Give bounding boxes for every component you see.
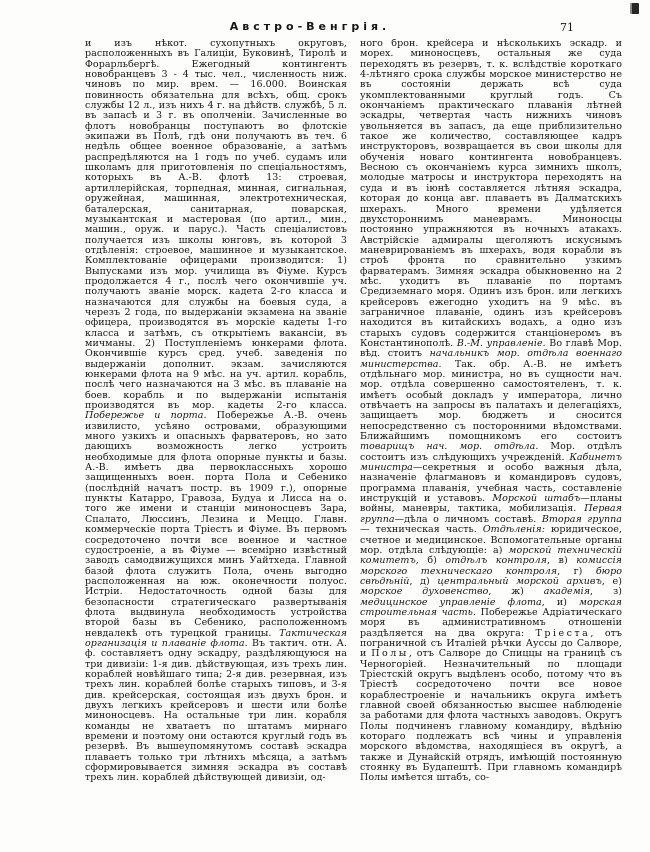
text-run: ного брон. крейсера и нѣсколькихъ эскадр. и морех. миноносцевъ, остальныя же суда переходятъ въ резервъ, т. к. вслѣдствіе короткаго 4-лѣтняго срока службы морское министерство не въ состояніи держать всѣ суда укомплектованными круглый годъ. Съ окончаніемъ практическаго плаванія лѣтней эскадры, четвертая часть нижнихъ чиновъ увольняется въ запасъ, да еще приблизительно такое же количество, составляющее кадръ инструкторовъ, возвращается въ свои школы для обученія новаго контингента новобранцевъ. Весною съ окончаніемъ курса зимнихъ школъ, молодые матросы и инструктора переходятъ на суда и въ іюнѣ составляется лѣтняя эскадра, которая до конца авг. плаваетъ въ Далматскихъ шхерахъ. Много времени удѣляется двухстороннимъ маневрамъ. Миноносцы постоянно упражняются въ ночныхъ атакахъ. Австрійскіе адмиралы щеголяютъ искуснымъ маневрированіемъ въ шхерахъ, водя корабли въ строѣ фронта по сравнительно узкимъ фарватерамъ. Зимняя эскадра обыкновенно на 2 мѣс. уходитъ въ плаваніе по портамъ Средиземнаго моря. Одинъ изъ брон. или легкихъ крейсеровъ ежегодно уходитъ на 9 мѣс. въ заграничное плаваніе, одинъ изъ крейсеровъ находится въ китайскихъ водахъ, а одно изъ старыхъ судовъ содержится станціонеромъ въ Константинополѣ. <box>360 39 622 349</box>
italic-text-run: В.-М. управленіе. <box>456 337 546 349</box>
italic-text-run: морская строительная часть <box>360 596 622 618</box>
italic-text-run: начальникъ мор. отдѣла военнаго министерства. <box>360 348 622 370</box>
text-run: Побережье А.-В. очень извилисто, усѣяно островами, образующими много узкихъ и опасныхъ фарватеровъ, но зато дающихъ возможность легко устроить необходимые для флота опорные пункты и базы. А.-В. имѣетъ два первоклассныхъ хорошо защищенныхъ воен. порта Пола и Себенико (послѣдній начатъ постр. въ 1909 г.), опорные пункты Катарро, Гравоза, Будуа и Лисса на о. того же имени и станціи миноносцевъ Зара, Спалато, Люссинъ, Лезина и Меццо. Главн. коммерческіе порта Тріестъ и Фіуме. Въ первомъ сосредоточено почти все военное и частное судостроеніе, а въ Фіуме — всемірно извѣстный заводъ самодвижущихся минъ Уайтхеда. Главной базой флота служитъ Пола, очень выгодно расположенная на юж. оконечности полуос. Истріи. Недостаточность одной базы для безопасности стратегическаго развертыванія флота выдвинула необходимость устройства второй базы въ Себенико, расположенномъ невдалекѣ отъ турецкой границы. <box>85 410 347 639</box>
text-run: Мор. отдѣлъ состоитъ изъ слѣдующихъ учрежденій. <box>360 441 622 463</box>
italic-text-run: Вторая группа <box>541 513 622 525</box>
text-run: и изъ нѣкот. сухопутныхъ округовъ, расположенныхъ въ Галиціи, Буковинѣ, Тиролѣ и Форарльбергѣ. Ежегодный контингентъ новобранцевъ 3 - 4 тыс. чел., численность ниж. чиновъ по мир. врем. — 16.000. Воинская повинность обязательна для всѣхъ, общ. срокъ службы 12 л., изъ нихъ 4 г. на дѣйств. службѣ, 5 л. въ запасѣ и 3 г. въ ополченіи. Зачисленные во флотъ новобранцы поступаютъ во флотскіе экипажи въ Полѣ, гдѣ они получаютъ въ теч. 6 недѣль общее военное образованіе, а затѣмъ распредѣляются на 1 годъ по учеб. судамъ или школамъ для приготовленія по спеціальностямъ, которыхъ въ А.-В. флотѣ 13: строевая, артиллерійская, торпедная, минная, сигнальная, оружейная, машинная, электротехническая, баталерская, санитарная, поварская, музыкантская и мастеровая (по артил., мин., машин., оруж. и парус.). Часть спеціалистовъ получается изъ школы юнговъ, въ которой 3 отдѣленія: строевое, машинное и музыкантское. Комплектованіе офицерами производится: 1) Выпусками изъ мор. училища въ Фіуме. Курсъ продолжается 4 г., послѣ чего окончившіе уч. получаютъ званіе морск. кадета 2-го класса и назначаются для службы на боевыя суда, а черезъ 2 года, по выдержаніи экзамена на званіе офицера, производятся въ морскіе кадеты 1-го класса и затѣмъ, съ открытіемъ вакансіи, въ мичманы. 2) Поступленіемъ юнкерами флота. Окончившіе курсъ сред. учеб. заведенія по выдержаніи дополнит. экзам. зачисляются юнкерами флота на 9 мѣс. на уч. артил. корабль, послѣ чего назначаются на 3 мѣс. въ плаваніе на боев. корабль и по выдержаніи испытанія производятся въ мор. кадеты 2-го класса. <box>85 39 347 412</box>
text-run: юридическое, счетное и медицинское. Вспомогательные органы мор. отдѣла слѣдующіе: а) <box>360 524 622 556</box>
left-text-column <box>85 39 347 789</box>
letterspaced-text-run: Полы <box>371 648 409 660</box>
text-run: —секретныя и особо важныя дѣла, назначеніе флагмановъ и командировъ судовъ, программа плаванія, учебная часть, составленіе инструкцій и уставовъ. <box>360 462 622 505</box>
text-run: —дѣла о личномъ составѣ. <box>394 513 542 525</box>
italic-text-run: отдѣлъ контроля <box>445 555 547 567</box>
text-run: , отъ пограничной съ Италіей рѣчки Ауссы до Салворе, и <box>360 627 622 660</box>
italic-text-run: морской техническій комитетъ <box>360 544 622 567</box>
italic-text-run: Отдѣленія: <box>482 524 545 536</box>
italic-text-run: центральный морской архивъ <box>437 575 602 587</box>
running-title: Австро-Венгрія. <box>229 20 391 33</box>
italic-text-run: Морской штабъ <box>492 493 581 505</box>
text-run: —планы войны, маневры, тактика, мобилизація. <box>360 493 622 515</box>
page-header <box>85 20 622 36</box>
text-run: — техническая часть. <box>360 524 483 536</box>
italic-text-run: Кабинетъ министра <box>360 451 622 474</box>
italic-text-run: морское духовенство <box>360 586 489 598</box>
text-run: Так. обр. А.-В. не имѣетъ отдѣльнаго мор. министра, но въ сущности нач. мор. отдѣла совершенно самостоятеленъ, т. к. имѣетъ особый докладъ у императора, лично отвѣчаетъ на запросы въ палатахъ и делегаціяхъ, защищаетъ мор. бюджетъ и сносится непосредственно съ посторонними вѣдомствами. Ближайшимъ помощникомъ его состоитъ <box>360 358 622 443</box>
text-run: Во главѣ Мор. вѣд. стоитъ <box>360 337 622 360</box>
italic-text-run: Тактическая организація и плаваніе флота. <box>85 627 347 649</box>
text-run: , е) <box>601 575 622 587</box>
text-run: , д) <box>409 575 438 587</box>
text-run: , и) <box>541 596 580 608</box>
italic-text-run: бюро свѣдѣній <box>360 565 622 587</box>
text-run: , ж) <box>488 586 544 598</box>
italic-text-run: Побережье и порта. <box>85 410 207 422</box>
ink-smudge-mark <box>630 3 639 14</box>
text-run: , б) <box>415 555 446 567</box>
text-run: , отъ Салворе до Спиццы на границѣ съ Черногоріей. Незначительный по площади Тріестскій округъ выдѣленъ особо, потому что въ Тріестѣ сосредоточено почти все новое кораблестроеніе и начальникъ округа имѣетъ главной своей обязанностью высшее наблюденіе за работами для флота частныхъ заводовъ. Округъ Полы подчиненъ главному командиру, вѣдѣнію котораго подлежатъ всѣ чины и управленія морского вѣдомства, находящіеся въ округѣ, а также и Дунайскій отрядъ, имѣющій постоянную стоянку въ Будапештѣ. При главномъ командирѣ Полы имѣется штабъ, со- <box>360 648 622 784</box>
italic-text-run: академія <box>543 586 591 598</box>
right-text-column <box>360 39 622 789</box>
page-number: 71 <box>560 21 574 34</box>
letterspaced-text-run: Тріеста <box>535 627 591 639</box>
text-run: Въ тактич. отн. А. ф. составляетъ одну эскадру, раздѣляющуюся на три дивизіи: 1-я див. дѣйствующая, изъ трехъ лин. кораблей новѣйшаго типа; 2-я див. резервная, изъ трехъ лин. кораблей болѣе старыхъ типовъ, и 3-я див. крейсерская, состоящая изъ двухъ брон. и двухъ легкихъ крейсеровъ и шести или болѣе миноносцевъ. На остальные три лин. корабля команды не хватаетъ по штатамъ мирнаго времени и поэтому они остаются круглый годъ въ резервѣ. Въ вышеупомянутомъ составѣ эскадра плаваетъ только три лѣтнихъ мѣсяца, а затѣмъ сформировывается зимняя эскадра въ составѣ трехъ лин. кораблей дѣйствующей дивизіи, од- <box>85 637 347 784</box>
text-run: , г) <box>557 565 596 577</box>
text-run: , з) <box>590 586 622 598</box>
italic-text-run: медицинское управленіе флота <box>360 596 542 608</box>
italic-text-run: Первая группа <box>360 503 622 525</box>
text-run: . Побережье Адріатическаго моря въ административномъ отношеніи раздѣляется на два округа: <box>360 606 622 639</box>
italic-text-run: комиссія морского техническаго контроля <box>360 555 622 577</box>
italic-text-run: товарищъ нач. мор. отдѣла. <box>360 441 539 453</box>
text-columns <box>85 39 622 789</box>
text-run: , в) <box>546 555 577 567</box>
